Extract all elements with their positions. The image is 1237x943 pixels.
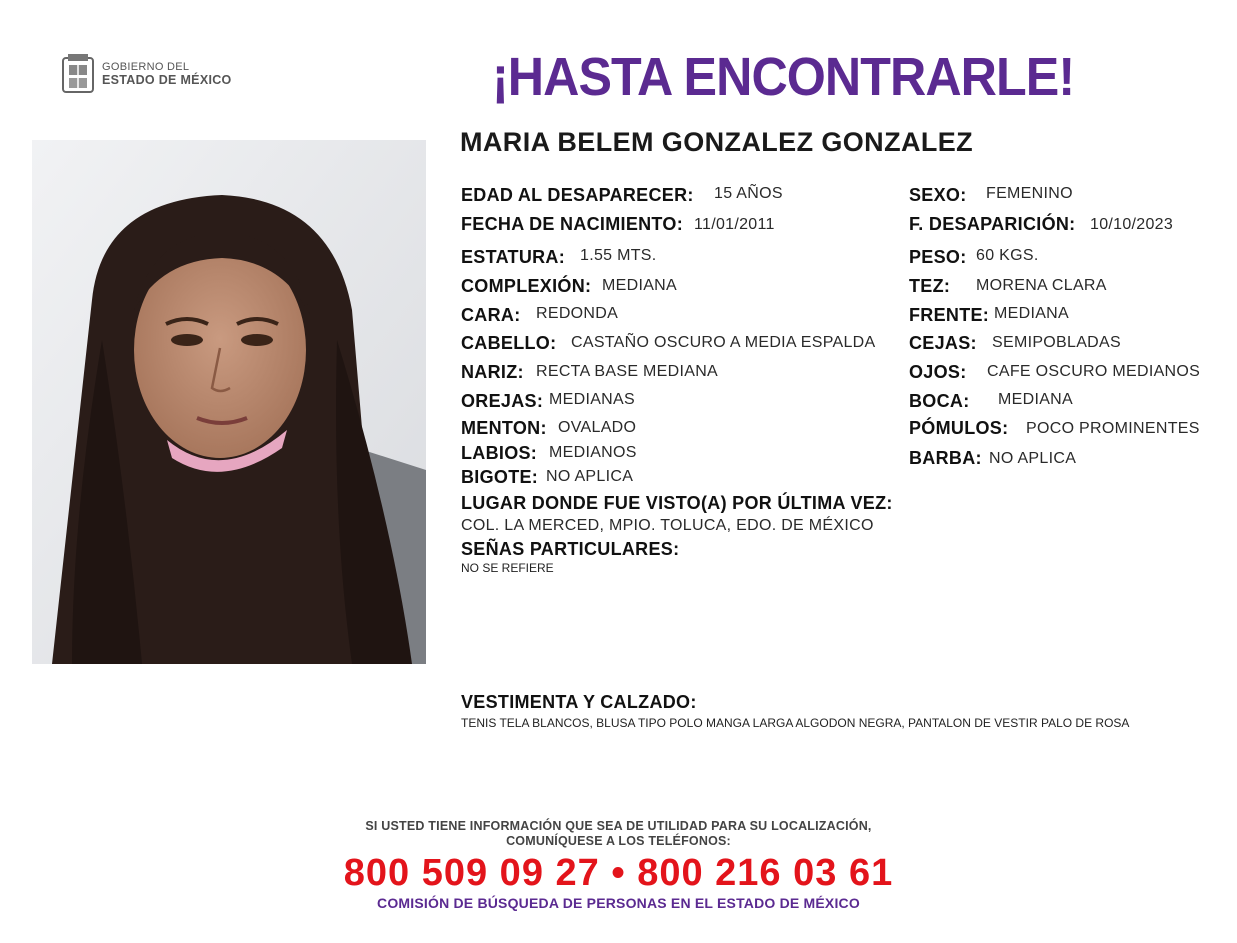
label-height: ESTATURA: — [461, 247, 566, 267]
logo-line-1: GOBIERNO DEL — [102, 61, 190, 73]
value-eyes: CAFE OSCURO MEDIANOS — [987, 363, 1201, 380]
value-forehead: MEDIANA — [994, 305, 1069, 322]
label-face: CARA: — [461, 305, 521, 325]
logo-line-2: ESTADO DE MÉXICO — [102, 73, 232, 87]
contact-note-line-1: SI USTED TIENE INFORMACIÓN QUE SEA DE UTILIDAD PARA SU LOCALIZACIÓN, — [365, 819, 872, 833]
poster-title: ¡HASTA ENCONTRARLE! — [492, 47, 1075, 107]
label-mouth: BOCA: — [909, 391, 970, 411]
label-last-seen: LUGAR DONDE FUE VISTO(A) POR ÚLTIMA VEZ: — [461, 493, 893, 513]
label-beard: BARBA: — [909, 448, 982, 468]
label-lips: LABIOS: — [461, 443, 538, 463]
value-clothing: TENIS TELA BLANCOS, BLUSA TIPO POLO MANGA LARGA ALGODON NEGRA, PANTALON DE VESTIR PALO DE ROSA — [461, 716, 1130, 730]
value-disappearance-date: 10/10/2023 — [1090, 216, 1174, 233]
value-face: REDONDA — [536, 305, 619, 322]
person-name: MARIA BELEM GONZALEZ GONZALEZ — [460, 127, 974, 157]
label-eyes: OJOS: — [909, 362, 967, 382]
label-cheekbones: PÓMULOS: — [909, 418, 1009, 438]
value-distinguishing-marks: NO SE REFIERE — [461, 561, 554, 575]
label-age: EDAD AL DESAPARECER: — [461, 185, 694, 205]
value-build: MEDIANA — [602, 277, 677, 294]
value-chin: OVALADO — [558, 419, 637, 436]
label-birth-date: FECHA DE NACIMIENTO: — [461, 214, 683, 234]
label-clothing: VESTIMENTA Y CALZADO: — [461, 692, 697, 712]
label-forehead: FRENTE: — [909, 305, 990, 325]
value-lips: MEDIANOS — [549, 444, 637, 461]
contact-phone-numbers: 800 509 09 27 • 800 216 03 61 — [343, 852, 894, 894]
contact-note — [0, 819, 1237, 849]
value-last-seen: COL. LA MERCED, MPIO. TOLUCA, EDO. DE MÉXICO — [461, 517, 874, 534]
label-mustache: BIGOTE: — [461, 467, 539, 487]
label-hair: CABELLO: — [461, 333, 557, 353]
label-distinguishing-marks: SEÑAS PARTICULARES: — [461, 539, 680, 559]
contact-note-line-2: COMUNÍQUESE A LOS TELÉFONOS: — [506, 834, 731, 848]
government-logo — [60, 52, 232, 96]
value-height: 1.55 MTS. — [580, 247, 657, 264]
value-mouth: MEDIANA — [998, 391, 1073, 408]
missing-person-photo — [32, 140, 426, 664]
commission-name: COMISIÓN DE BÚSQUEDA DE PERSONAS EN EL ESTADO DE MÉXICO — [377, 895, 860, 911]
value-weight: 60 KGS. — [976, 247, 1039, 264]
value-nose: RECTA BASE MEDIANA — [536, 363, 719, 380]
label-chin: MENTON: — [461, 418, 547, 438]
label-nose: NARIZ: — [461, 362, 524, 382]
value-complexion: MORENA CLARA — [976, 277, 1107, 294]
label-disappearance-date: F. DESAPARICIÓN: — [909, 214, 1076, 234]
value-mustache: NO APLICA — [546, 468, 634, 485]
value-beard: NO APLICA — [989, 450, 1077, 467]
label-build: COMPLEXIÓN: — [461, 276, 592, 296]
value-age: 15 AÑOS — [714, 185, 783, 202]
label-eyebrows: CEJAS: — [909, 333, 977, 353]
value-hair: CASTAÑO OSCURO A MEDIA ESPALDA — [571, 334, 876, 351]
value-cheekbones: POCO PROMINENTES — [1026, 420, 1200, 437]
value-birth-date: 11/01/2011 — [694, 216, 775, 233]
value-ears: MEDIANAS — [549, 391, 635, 408]
label-weight: PESO: — [909, 247, 967, 267]
label-ears: OREJAS: — [461, 391, 544, 411]
value-eyebrows: SEMIPOBLADAS — [992, 334, 1121, 351]
label-sex: SEXO: — [909, 185, 967, 205]
label-complexion: TEZ: — [909, 276, 951, 296]
state-seal-icon — [60, 52, 96, 96]
value-sex: FEMENINO — [986, 185, 1073, 202]
